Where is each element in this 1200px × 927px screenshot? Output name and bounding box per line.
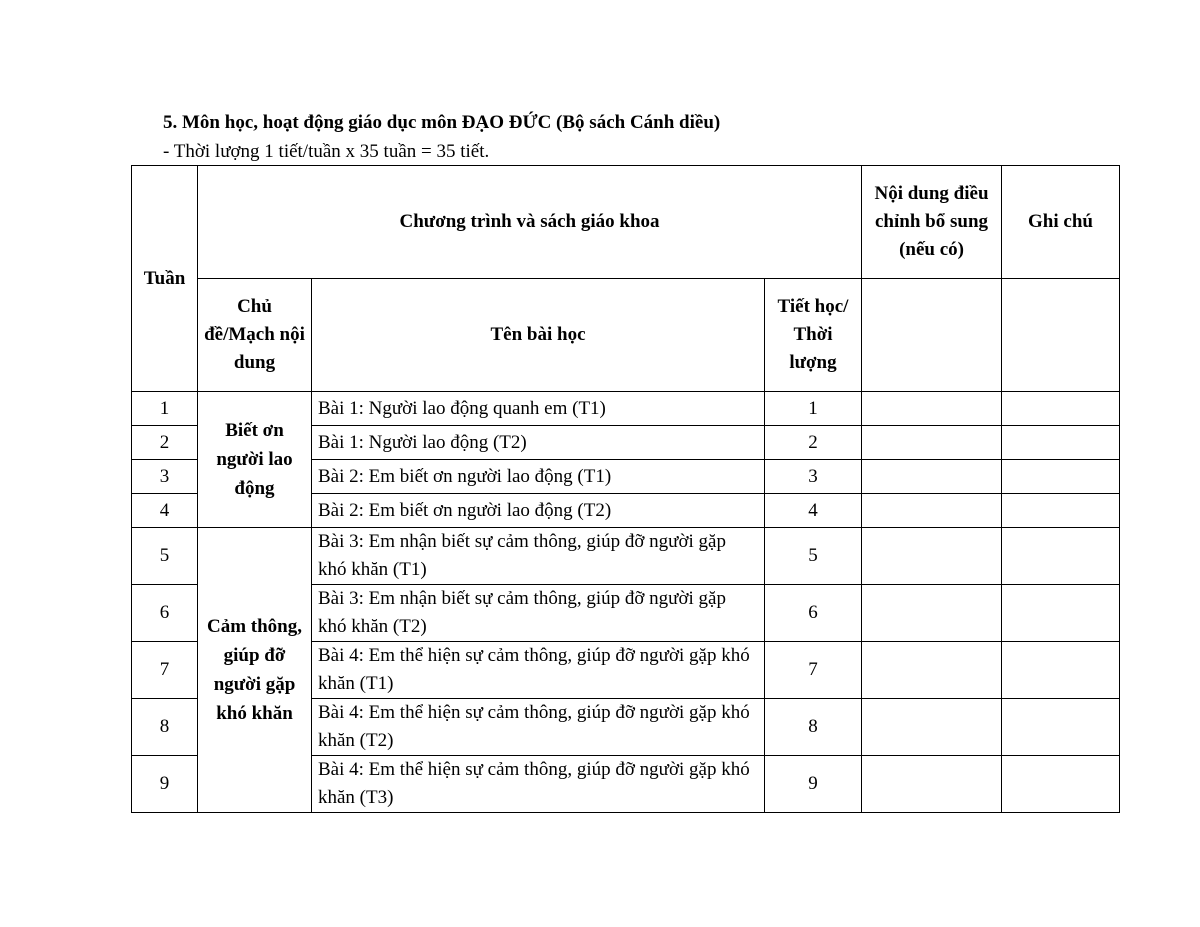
adjust-cell [862, 392, 1002, 426]
adjust-cell [862, 642, 1002, 699]
header-row-2 [132, 279, 1120, 392]
header-note: Ghi chú [1002, 166, 1120, 279]
week-cell: 8 [132, 699, 198, 756]
duration-text: - Thời lượng 1 tiết/tuần x 35 tuần = 35 tiết. [163, 141, 490, 162]
empty-cell [862, 279, 1002, 392]
header-adjust: Nội dung điều chỉnh bổ sung (nếu có) [862, 166, 1002, 279]
header-week: Tuần [132, 166, 198, 392]
week-cell: 7 [132, 642, 198, 699]
adjust-cell [862, 494, 1002, 528]
topic-cell: Cảm thông, giúp đỡ người gặp khó khăn [198, 528, 312, 813]
lesson-cell: Bài 2: Em biết ơn người lao động (T2) [312, 494, 765, 528]
period-cell: 2 [765, 426, 862, 460]
period-cell: 5 [765, 528, 862, 585]
period-cell: 7 [765, 642, 862, 699]
period-cell: 3 [765, 460, 862, 494]
lesson-cell: Bài 4: Em thể hiện sự cảm thông, giúp đỡ người gặp khó khăn (T1) [312, 642, 765, 699]
lesson-cell: Bài 2: Em biết ơn người lao động (T1) [312, 460, 765, 494]
adjust-cell [862, 426, 1002, 460]
lesson-cell: Bài 4: Em thể hiện sự cảm thông, giúp đỡ người gặp khó khăn (T2) [312, 699, 765, 756]
adjust-cell [862, 699, 1002, 756]
table-row [132, 392, 1120, 426]
week-cell: 5 [132, 528, 198, 585]
topic-cell: Biết ơn người lao động [198, 392, 312, 528]
period-cell: 4 [765, 494, 862, 528]
header-topic: Chủ đề/Mạch nội dung [198, 279, 312, 392]
period-cell: 6 [765, 585, 862, 642]
lesson-cell: Bài 4: Em thể hiện sự cảm thông, giúp đỡ người gặp khó khăn (T3) [312, 756, 765, 813]
adjust-cell [862, 585, 1002, 642]
adjust-cell [862, 528, 1002, 585]
header-lesson: Tên bài học [312, 279, 765, 392]
week-cell: 3 [132, 460, 198, 494]
period-cell: 1 [765, 392, 862, 426]
lesson-cell: Bài 1: Người lao động quanh em (T1) [312, 392, 765, 426]
header-program: Chương trình và sách giáo khoa [198, 166, 862, 279]
adjust-cell [862, 460, 1002, 494]
period-cell: 8 [765, 699, 862, 756]
note-cell [1002, 426, 1120, 460]
period-cell: 9 [765, 756, 862, 813]
note-cell [1002, 494, 1120, 528]
note-cell [1002, 528, 1120, 585]
lesson-plan-table [131, 165, 1120, 813]
note-cell [1002, 460, 1120, 494]
header-row-1 [132, 166, 1120, 279]
note-cell [1002, 585, 1120, 642]
section-heading: 5. Môn học, hoạt động giáo dục môn ĐẠO ĐỨC (Bộ sách Cánh diều) [163, 112, 721, 133]
week-cell: 9 [132, 756, 198, 813]
note-cell [1002, 756, 1120, 813]
lesson-cell: Bài 1: Người lao động (T2) [312, 426, 765, 460]
lesson-cell: Bài 3: Em nhận biết sự cảm thông, giúp đỡ người gặp khó khăn (T1) [312, 528, 765, 585]
week-cell: 1 [132, 392, 198, 426]
empty-cell [1002, 279, 1120, 392]
header-periods: Tiết học/ Thời lượng [765, 279, 862, 392]
week-cell: 2 [132, 426, 198, 460]
week-cell: 4 [132, 494, 198, 528]
lesson-cell: Bài 3: Em nhận biết sự cảm thông, giúp đỡ người gặp khó khăn (T2) [312, 585, 765, 642]
week-cell: 6 [132, 585, 198, 642]
adjust-cell [862, 756, 1002, 813]
table-row [132, 528, 1120, 585]
note-cell [1002, 642, 1120, 699]
note-cell [1002, 699, 1120, 756]
note-cell [1002, 392, 1120, 426]
